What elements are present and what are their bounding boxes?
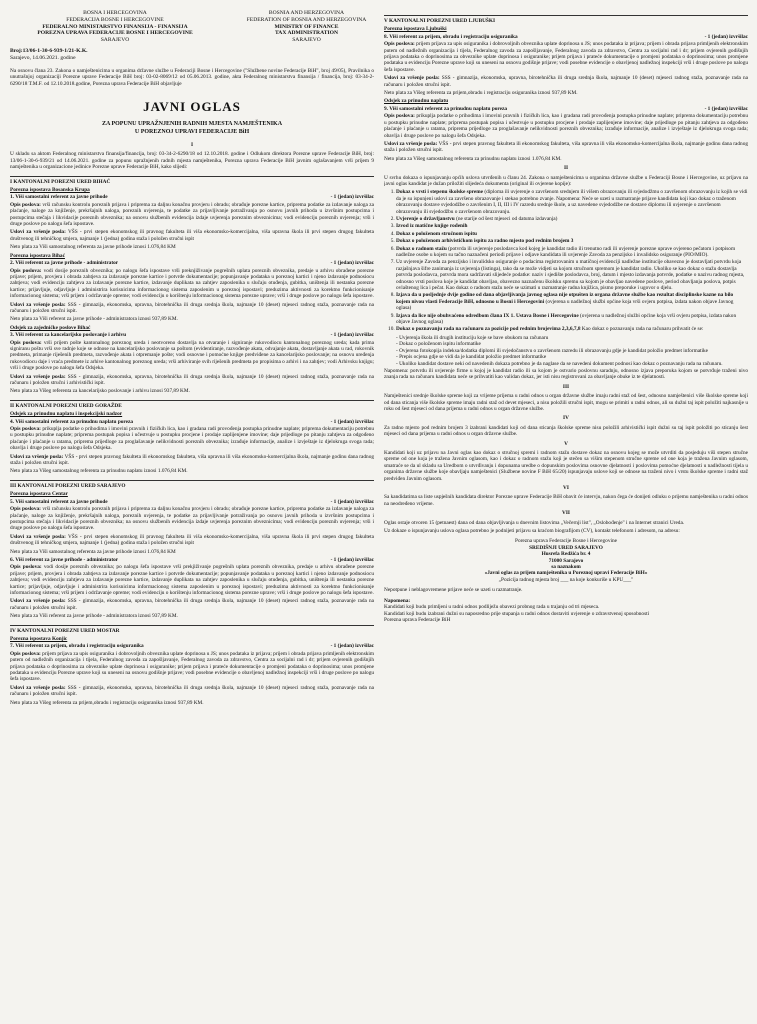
job-requirements [10,534,374,547]
job-description-label: Opis poslova: [10,564,42,571]
required-document-item [396,313,748,326]
job-requirements-label: Uslovi za vršenje posla: [384,140,438,147]
part-number: VII [562,510,570,517]
required-document-item [396,246,748,259]
subtitle-line: U POREZNOJ UPRAVI FEDERACIJE BiH [134,128,250,135]
job-requirements [10,374,374,387]
position-name: 7. Viši referent za prijem, obradu i registraciju osiguranika [10,643,144,650]
computer-proof-item: - Ovjerena fotokopija indeksa/dodatka diplomi ili svjedočanstvu o završenom razredu ili obrazovanju gdje je kandidat položio predmet informatike [396,348,748,354]
section-heading: V KANTONALNI POREZNI URED LJUBUŠKI [384,15,748,24]
address-line: SREDIŠNJI URED SARAJEVO [529,544,603,551]
position-count: - 1 (jedan) izvršilac [330,418,374,425]
note-line: Kandidati koji budu primljeni u radni odnos podliježu obavezi probnog rada u trajanju od tri mjeseca. [384,604,600,611]
part5-paragraph: Kandidati koji uz prijavu na Javni oglas kao dokaz o stručnoj spremi i radnom stažu dostave dokaz na osnovu kojeg se može utvrditi da posjeduju viši stepen stručne spreme od one koja je tražena Javnim oglasom, kao i dokaz o radnom stažu koji je stečen sa višim stepenom stručne spreme od one koja je tražena Javnim oglasom, smatraće se da ul skladu sa Uredbom o utvrđivanju i dopunama uredbe o dopunskim poslovima osnovne djelatnosti i poslovima pomoćne djelatnosti u nadležnosti tijela u organima državne službe koje obavljaju namještenici (Službene novine F BiH 65/20) ispunjavaju uslove koji se odnose na traženi nivo i vrstu školske spreme i radni staž predviđen Javnim oglasom. [384,449,748,482]
position-title-row [10,332,374,338]
sections-left [10,176,374,706]
job-description-label: Opis poslova: [10,506,41,513]
net-salary: Neto plata za Viši samostalnog referenta za javne prihode iznosi 1.076,84 KM [10,244,176,251]
reference-block [10,48,374,62]
net-salary: Neto plata za Viši samostalnog referenta za javne prihode iznosi 1.076,84 KM [10,548,176,555]
job-requirements-label: Uslovi za vršenje posla: [10,301,66,308]
job-requirements-label: Uslovi za vršenje posla: [10,453,64,460]
job-description-label: Opis poslova: [10,267,42,274]
part-number: VI [563,485,569,491]
job-description-label: Opis poslova: [10,201,41,208]
letterhead-line: MINISTRY OF FINANCE [274,23,339,30]
required-document-title: Izjava da lice nije obuhvaćeno odredbom člana IX 1. Ustava Bosne i Hercegovine [396,312,579,319]
part-number: IV [563,415,569,422]
note-line: Kandidati koji budu izabrani dužni su naposredno prije stupanja u radni odnos dostaviti uvjerenje o zdravstvenoj sposobnosti [384,610,650,617]
job-requirements-label: Uslovi za vršenje posla: [10,598,66,605]
office-name: Porezna ispostava Bosanska Krupa [10,187,90,194]
net-salary: Neto plata za Višeg samostalnog referenta za prinudnu naplatu iznosi 1.076,84 KM. [10,468,188,475]
computer-proof-item: - Uvjerenja škola ili drugih instituciju koje se bave obukom na računaru [396,335,748,341]
required-document-detail: (ne starije od šest mjeseci od datuma izdavanja) [454,215,558,222]
job-requirements-text: SSS - gimnazija, ekonomska, upravna, birotehnička ili druga srednja škola, najmanje 10 (deset) mjeseci radnog staža, poznavanje rada na računaru i položen stručni ispit. [10,598,374,611]
submission-address [384,538,748,583]
position-title-row [10,419,374,425]
position-count: - 1 (jedan) izvršilac [330,260,374,267]
computer-proof-item: - Prepis ocjena gdje se vidi da je kandidat položio predmet informatike [396,354,748,360]
office-name: Porezna ispostava Centar [10,491,68,498]
required-document-item [396,238,748,244]
required-document-detail: (ovjerena u nadležnoj službi općine koja vrši ovjeru potpisa, izdata nakon objave Javnog oglasa) [396,298,734,312]
part-number: III [562,383,570,390]
office-section [10,400,374,475]
job-requirements-label: Uslovi za vršenje posla: [384,75,440,82]
position-name: 2. Viši referent za javne prihode - administrator [10,260,119,267]
required-document-title: Dokaz o položenom arhivističkom ispitu za radno mjesto pod rednim brojem 3 [396,238,574,245]
required-document-item [396,326,748,332]
job-requirements-text: VŠS - prvi stepen ekonomskog ili pravnog fakulteta ili viša ekonomsko-komercijalna, viša upravna škola ili prvi stepen drugog fakulteta društvenog ili tehničkog smjera, najmanje 1 (jedna) godina staža i položen stručni ispit [10,229,374,242]
letterhead-line: SARAJEVO [292,37,321,44]
job-description-text: vodi dosije poreznih obveznika; po nalogu šefa ispostave vrši prekjiživanje pogrešnih uplata poreznih obveznika, predaje u arhivu obrađene porezne prijave; prijem, provjera i obrada zahtjeva za izdavanje porezne kartice i potvrde dokumentacije; popunjavanje podataka u poreznoj kartici i njeno izdavanje podnosiocu zahtjeva; vodi evidenciju zahtjeva za izdavanje porezne kartice, izdavanje duplikata na zahtjev zaposlenika u slučaju otuđenja, gubitka, uništenja ili nestanka porezne kartice; prijavljuje, odjavljuje i administrira korisnicima informacionog sistema zaposlenim u poreznoj ispostavi; preduzima aktivnosti za korektno funkcionisanje informacionog sistema; vrši prijem i održavanje opreme; vodi evidenciju o korištenju informacionog sistema porezne uprave; vrši i druge poslove po nalogu šefa ispostave. [10,564,374,596]
job-description-label: Opis poslova: [10,426,41,433]
job-requirements-text: VŠS - prvi stepen pravnog fakulteta ili ekonomskog fakulteta, viša upravna ili viša ekonomsko-komercijalna škola, najmanje godinu dana radnog staža i položen stručni ispit. [384,140,748,154]
job-requirements-text: VŠS - prvi stepen ekonomskog ili pravnog fakulteta ili viša ekonomsko-komercijalna, viša upravna škola ili prvi stepen drugog fakulteta društvenog ili tehničkog smjera, najmanje 1 (jedna) godina staža i položen stručni ispit [10,533,374,547]
part7-paragraph: Uz dokaze o ispunjavanju uslova oglasa potrebno je podnijeti prijavu sa kraćom biografijom (CV), kontakt telefonom i adresom, na adresu: [384,528,680,535]
position-count: - 1 (jedan) izvršilac [704,105,748,112]
office-name: Odsjek za zajedničke poslove Bihać [10,324,91,331]
part-number: II [563,165,569,172]
computer-proof-item: - Dokaz o položenom ispitu informatike [396,341,748,347]
required-document-title: Dokaz o položenom stručnom ispitu [396,230,477,237]
sections-right [384,15,748,162]
job-description-text: vrši računsku kontrolu poreznih prijava i priprema za daljnu konačnu provjeru i obradu; obrađuje porezne kartice, priprema podatke za izdavanje naloga za plaćanje, naloge za knjiženje, prekršajnih naloga, poreznih uvjerenja, te podatke za prijavljivanje potraživanja po osnovu javnih prihoda u izvršnim postupcima i postupcima stečaja i likvidacije poreznih obveznika; na osnovu službenih evidencija izdaje uvjerenja poreznim obveznicima; vodi evidenciju poreznih uvjerenja; vrši i druge poslove po nalogu šefa ispostave. [10,201,374,228]
job-requirements-text: SSS - gimnazija, ekonomska, upravna, birotehnička ili druga srednja škola, najmanje 10 (deset) mjeseci radnog staža, poznavanje rada na računaru i položen stručni ispit. [384,75,748,88]
position-name: 4. Viši samostalni referent za prinudnu naplatu poreza [10,418,134,425]
job-description [10,340,374,372]
address-line: Husrefa Redžića br. 4 [541,551,591,558]
required-document-item [396,189,748,215]
document-date: Sarajevo, 14.06.2021. godine [10,54,76,61]
job-description [10,268,374,300]
section-heading: III KANTONALNI POREZNI URED SARAJEVO [10,480,374,489]
job-description-label: Opis poslova: [10,650,41,657]
required-document-detail: Uz uvjerenje Zavoda za penzijsko i invalidsko osiguranje o podacima registrovanim u matičnoj evidenciji nadležne institucije obavezno je dostavljati potvrdu koja razjašnjava šifre zanimanja iz uvjerenja (listinga), tako da se može vidjeti sa kojom stručnom spremom je kandidat radio. Ukoliko se kao dokaz o stažu dostavlja potvrda poslodavca, potvrda mora sadržavati slijedeće podatke: naziv i sjedište poslodavca, broj, datum i mjesto izdavanja potvrde, podatke o nazivu radnog mjesta, odnosno vrsti poslova koje je kandidat obavljao, obavezno naznačenu školsku spremu sa kojom je obavljao navedene poslove, period obavljanja poslova, potpis ovlaštenog lica i pečat. Kao dokaz o radnom stažu neće se uzimati u razmatranje radna knjižica, pismo preporuke i ugovor o djelu. [396,259,745,292]
part6-paragraph: Sa kandidatima sa liste uspješnih kandidata direktor Porezne uprave Federacije BiH obavit će intervju, nakon čega će donijeti odluku o prijemu namještenika u radni odnos na neodređeno vrijeme. [384,494,748,507]
job-description-text: vodi dosije poreznih obveznika; po nalogu šefa ispostave vrši preknjiživanje pogrešnih uplata poreznih obveznika, predaje u arhivu obrađene porezne prijave; prijem, provjera i obrada zahtjeva za izdavanje porezne kartice i potvrde dokumentacije; popunjavanje podataka u poreznoj kartici i njeno izdavanje podnosiocu zahtjeva; vodi evidenciju zahtjeva za izdavanje porezne kartice, izdavanje duplikata na zahtjev zaposlenika u slučaju otuđenja, gubitka, uništenja ili nestanka porezne kartice; prijavljuje, odjavljuje i administrira korisnicima informacionog sistema zaposlenim u poreznoj ispostavi; preduzima aktivnosti za korektno funkcionisanje informacionog sistema; vrši prijem i održavanje opreme; vodi evidenciju o korištenju informacionog sistema porezne uprave; vrši i druge poslove po nalogu šefa ispostave. [10,267,374,300]
position-count: - 1 (jedan) izvršilac [330,498,374,505]
job-requirements [384,141,748,154]
required-document-item [396,231,748,237]
position-name: 1. Viši samostalni referent za javne prihode [10,194,108,201]
required-document-detail: (potvrda ili uvjerenje poslodavca kod kojeg je kandidat radio ili trenutno radi ili uvjerenje porezne uprave ovjereno pečatom i potpisom nadležne osobe u kojem su tačno naznačeni periodi prijave i odjave kandidata ili uvjerenje Zavoda za penzijsko i invalidsko osiguranje (PIO/MIO). [396,245,736,258]
position-title-row [384,106,748,112]
job-description [10,426,374,452]
required-document-title: Uvjerenje o državljanstvu [396,215,455,222]
job-description-text: prikuplja podatke o prihodima i imovini pravnih i fizičkih lica, kao i gradana radi provođenja postupka prinudne naplate; priprema dokumentaciju potrebnu u postupku prinudne naplate; priprema postupak popisa i učestvuje u postupku procjene i prodaje zaplijenjene imovine; daje prijedloge po pitanju zahtjeva za odgođeno plaćanje i plaćanje u ratama, priprema prijedloge za proglašavanje nelikvidnosti poreznih obveznika; izrađuje informacije, analize i izvještaje iz djelokruga svoga rada; obavlja i druge poslove po nalogu šefa Odsjeka. [10,426,374,452]
letterhead-line: POREZNA UPRAVA FEDERACIJE BOSNE I HERCEGOVINE [37,30,193,37]
letterhead-line: BOSNA I HERCEGOVINA [83,10,147,16]
required-document-item [396,292,748,311]
address-line: „Pozicija radnog mjesta broj ___ na koje konkuriše u KPU___" [498,576,634,583]
required-document-item [396,259,748,291]
job-requirements-text: VŠS - prvi stepen pravnog fakulteta ili ekonomskog fakulteta, viša upravna ili viša ekonomsko-komercijalna škola, najmanje godinu dana radnog staža i položen stručni ispit. [10,453,374,467]
office-name: Porezna ispostava Konjic [10,636,68,643]
position-count: - 1 (jedan) izvršilac [330,332,374,339]
office-name: Odsjek za prinudnu naplatu i inspekcijski nadzor [10,411,123,418]
position-name: 9. Viši samostalni referent za prinudnu naplatu poreza [384,105,508,112]
job-description [10,202,374,228]
right-column [384,10,748,1018]
job-description [384,41,748,73]
position-count: - 1 (jedan) izvršilac [330,194,374,201]
part2-intro: U svrhu dokaza o ispunjavanju općih uslova utvrđenih u članu 24. Zakona o namještenicima u organima državne službe u Federaciji Bosne i Hercegovine, uz prijavu na javni oglas kandidat je dužan priložiti slijedeća dokumenta (original ili ovjerene kopije): [384,174,748,187]
computer-note: Napomena: potvrdu ili uvjerenje firme u kojoj je kandidat radio ili sa kojom je ostvario poslovnu saradnju, odnosno izjava preporuka kojom se potvrđuje traženi nivo znanja rada na računaru kandidata neće se prihvatiti kao validan dokaz, jer isti nisu registrovani za obavljanje obuke iz te djelatnosti. [384,367,748,381]
net-salary: Neto plata za Viši referent za javne prihode - administratora iznosi 937,89 KM. [10,316,178,323]
part3-paragraph: Namještenici srednje školske spreme koji za vrijeme prijema u radni odnos u organ državne službe imaju radni staž od šest, odnosno namještenici više školske spreme koji od dana sticanja više školske spreme imaju radni staž od devet mjeseci, a nisu položili stručni ispit, mogu se primiti u radni odnos, ali su dužni taj ispit položiti najkasnije u roku od šest mjeseci od dana prijema u radni odnos u organ državne službe. [384,393,748,412]
required-document-detail: Kao dokaz o poznavanju rada na računaru prihvatit će se: [580,326,704,333]
required-document-item [396,216,748,222]
job-requirements-text: SSS - gimnazija, ekonomska, upravna, birotehnička ili druga srednja škola, najmanje 10 (deset) mjeseci radnog staža, poznavanje rada na računaru i položen stručni ispit. [10,301,374,314]
job-requirements [10,229,374,242]
intro-paragraph: Na osnovu člana 23. Zakona o namještenicima u organima državne službe u Federaciji Bosne i Hercegovine ("Službene novine Federacije BiH", broj 49/05), Pravilnika o unutrašnjoj organizaciji Porezne uprave Federacije BiH broj: 03-02-8069/12 od 05.06.2013. godine, akta Federalnog ministarstva finansija / financija, broj: 03-34-2-6290/18 T.M.F. od 12.10.2018.godine, Porezna uprava Federacije BiH objavljuje [10,67,374,87]
note-label: Napomena: [384,597,411,604]
job-description-label: Opis poslova: [384,41,415,48]
required-document-title: Izvod iz matične knjige rođenih [396,223,468,230]
position-name: 8. Viši referent za prijem, obradu i registraciju osiguranika [384,33,518,40]
job-requirements [10,598,374,611]
net-salary: Neto plata za Višeg referenta za prijem,obradu i registraciju osiguranika iznosi 937,89 KM. [10,699,204,706]
office-name: Porezna ispostava Ljubuški [384,26,447,33]
document-subtitle [10,121,374,136]
job-requirements [10,685,374,698]
job-requirements-label: Uslovi za vršenje posla: [10,229,66,236]
document-title: JAVNI OGLAS [143,99,241,115]
position-title-row [10,194,374,200]
net-salary: Neto plata za Viši referent za javne prihode - administratora iznosi 937,89 KM. [10,613,178,620]
note-block [384,598,748,624]
position-title-row [10,499,374,505]
letterhead-line: BOSNIA AND HERZEGOVINA [268,10,345,16]
position-name: 6. Viši referent za javne prihode - administrator [10,556,119,563]
job-requirements-label: Uslovi za vršenje posla: [10,684,66,691]
decision-paragraph: U skladu sa aktom Federalnog ministarstva finansija/financija, broj: 03-34-2-6290/18 od 12.10.2018. godine i Odlukom direktora Porezne uprave Federacije BiH, broj: 13/06-1-30-6-939/21 od 14.06.2021. godine za popunu upražnjenih radnih mjesta namještenika, Porezna uprava Federacije BiH javnim oglašavanjem vrši prijem 9 namještenika u organizacione jedinice Porezne uprave Federacije BiH, kako slijedi: [10,151,374,171]
required-document-detail: (ovjerena u nadležnoj službi općine koja vrši ovjeru potpisa, izdata nakon objave Javnog oglasa) [396,312,737,326]
job-description-text: prikuplja podatke o prihodima i imovini pravnih i fizičkih lica, kao i gradana radi provođenja postupka prinudne naplate; priprema dokumentaciju potrebnu u postupku prinudne naplate; priprema postupak popisa i učestvuje u postupku procjene i prodaje zaplijenjene imovine; daje prijedloge po pitanju zahtjeva za odgođeno plaćanje i plaćanje u ratama, priprema prijedloge za proglašavanje nelikvidnosti poreznih obveznika; izrađuje informacije, analize i izvještaje iz djelokruga svoga rada; obavlja i druge poslove po nalogu šefa Odsjeka. [384,113,748,139]
letterhead-left [10,10,220,44]
position-count: - 1 (jedan) izvršilac [704,33,748,40]
computer-proofs-list [396,335,748,367]
subtitle-line: ZA POPUNU UPRAŽNJENIH RADNIH MJESTA NAMJEŠTENIKA [101,121,283,128]
job-requirements-text: SSS - gimnazija, ekonomska, upravna, birotehnička ili druga srednja škola, najmanje 10 (deset) mjeseci radnog staža, poznavanje rada na računaru i položen stručni i arhivistički ispit. [10,373,374,387]
job-requirements-label: Uslovi za vršenje posla: [10,533,66,540]
job-description [10,651,374,683]
position-title-row [10,557,374,563]
net-salary: Neto plata za Višeg referenta za kancelarijsko poslovanje i arhivu iznosi 937,89 KM. [10,388,190,395]
job-description-label: Opis poslova: [384,113,415,120]
job-description-text: prijem prijava za upis osiguranika i dobrovoljnih obveznika uplate doprinosa u JS; unos podataka iz prijava; prijem i obrada prijava primljenih elektronskim putem od nadležnih organizacija i tijela, Federalnog zavoda za zapošljavanje, Federalnog zavoda za zdravstvo, Centra za socijalni rad i dr; prijem ovjerenih godišnjih prijava podataka o doprinosima za obveznike uplate doprinosa i osiguranike; prijem prijava i prateće dokumentacije o promjeni podataka o doprinosima; unos promjene podataka u evidenciju Porezne uprave koji su uneseni na osnovu godišnje prijave; vodi posebne evidencije o obavljenoj nadležnoj inspekciji vrši i druge poslove po nalogu šefa ispostave. [384,41,748,73]
job-description [10,564,374,596]
office-section [10,176,374,395]
position-title-row [10,643,374,649]
part7-paragraph: Oglas ostaje otvoren 15 (petnaest) dana od dana objavljivanja u dnevnim listovima „Večernji list", „Oslobođenje" i na Internet stranici Ureda. [384,519,685,526]
incomplete-notice: Nepotpune i neblagovremene prijave neće se uzeti u razmatranje. [384,587,523,594]
job-requirements [384,75,748,88]
reference-number: Broj:13/06-1-30-6-939-1/21-K.K. [10,47,88,54]
letterhead [10,10,374,44]
letterhead-right [239,10,374,44]
required-document-detail: (diploma ili uvjerenje o završenom srednjem ili višem obrazovanju ili svjedodžmu o završenom obrazovanju iz kojih se vidi da je su ispunjeni uslovi za završeno obrazovanje i stekao potrebno zvanje. Napomena: Neće se uzeti u razmatranje prijave kandidata koji kao dokaz o traženom obrazovanju dostave svjedodžbe o završenim I, II, III i IV razredu srednje škole, a uz navedene svjedodžbe ne dostave diplomu ili uvjerenje o završenom obrazovanju ili svjedodžbu o završenom obrazovanju. [396,189,748,215]
position-name: 3. Viši referent za kancelarijsko poslovanje i arhivu [10,332,127,339]
position-count: - 1 (jedan) izvršilac [330,643,374,650]
part-number: I [190,142,194,149]
position-count: - 1 (jedan) izvršilac [330,556,374,563]
position-title-row [10,260,374,266]
required-document-title: Dokaz o radnom stažu [396,245,447,252]
office-name: Odsjek za prinudnu naplatu [384,98,449,105]
address-line: Porezna uprava Federacije Bosne i Hercegovine [515,538,617,545]
required-document-title: Dokaz o vrsti i stepenu školske spreme [396,189,484,196]
section-heading: IV KANTONALNI POREZNI URED MOSTAR [10,625,374,634]
section-heading: II KANTONALNI POREZNI URED GORAŽDE [10,400,374,409]
job-requirements [10,302,374,315]
section-heading: I KANTONALNI POREZNI URED BIHAĆ [10,176,374,185]
address-line: «Javni oglas za prijem namještenika u Poreznoj upravi Federacije BiH» [484,570,648,577]
job-requirements [10,454,374,467]
job-requirements-text: SSS - gimnazija, ekonomska, upravna, birotehnička ili druga srednja škola, najmanje 10 (deset) mjeseci radnog staža, poznavanje rada na računaru i položen stručni ispit. [10,684,374,698]
letterhead-line: SARAJEVO [100,37,130,44]
job-description-label: Opis poslova: [10,339,42,346]
left-column [10,10,374,1018]
position-name: 5. Viši samostalni referent za javne prihode [10,498,108,505]
job-requirements-label: Uslovi za vršenje posla: [10,373,66,380]
address-line: sa naznakom [551,564,581,571]
net-salary: Neto plata za Višeg samostalnog referenta za prinudnu naplatu iznosi 1.076,84 KM. [384,155,562,162]
letterhead-line: FEDERACIJA BOSNE I HERCEGOVINE [66,16,164,23]
computer-proof-item: - Ukoliko kandidat dostave neki od navedenih dokaza potrebno je da naglase da se navedeni dokument podnosi kao dokaz o poznavanju rada na računaru. [396,361,748,367]
letterhead-line: TAX ADMINISTRATION [274,30,339,37]
job-description [384,113,748,139]
office-section [384,15,748,162]
required-documents-list [384,189,748,333]
note-line: Porezna uprava Federacije BiH [384,616,451,623]
part-number: V [564,440,568,447]
position-title-row [384,34,748,40]
job-description-text: vrši prijem pošte kantonalnog poreznog ureda i neotvoreno dostavlja na otvaranje i signiranje rukovodiocu kantonalnog poreznog ureda; kada prima signiranu poštu vrši sve radnje koje se odnose na kancelarijsko poslovanje sa poštom (evidentiranje, razvođenje akata, odvajanje akata, dostavljanje akata u rad, rokovnik predmeta, primanje riješenih predmeta, razvođenje akata i otpremanje pošte; vodi osnovne i pomoćne knjige predviđene za kancelarijsko poslovanje; na osnovu uređenja rukovodiocu daje i vraća predmete iz arhive kantonalnog poreznog ureda; vrši arhiviranje svih riješenih predmeta po propisima o arhivi i na zahtjev; vodi Arhivsku knjigu; vrši i druge poslove po nalogu šefa Odsjeka. [10,339,374,372]
part4-paragraph: Za radno mjesto pod rednim brojem 3 izabrani kandidati koji od dana sticanja školske spreme nisu položili arhivistički ispit dužni su taj ispit položiti po sticanju šest mjeseci od dana prijema u radni odnos u organ državne službe. [384,424,748,438]
net-salary: Neto plata za Višeg referenta za prijem,obradu i registraciju osiguranika iznosi 937,89 KM. [384,90,578,97]
office-name: Porezna ispostava Bihać [10,252,65,259]
letterhead-line: FEDERATION OF BOSNIA AND HERZEGOVINA [246,16,367,23]
job-description [10,506,374,532]
job-description-text: vrši računsku kontrolu poreznih prijava i priprema za daljnu konačnu provjeru i obradu; obrađuje porezne kartice, priprema podatke za izdavanje naloga za plaćanje, naloge za knjiženje, prekršajnih naloga, poreznih uvjerenja, te podatke za prijavljivanje potraživanja po osnovu javnih prihoda u izvršnim postupcima i postupcima stečaja i likvidacije poreznih obveznika; na osnovu službenih evidencija izdaje uvjerenja poreznim obveznicima; vodi evidenciju poreznih uvjerenja; vrši i druge poslove po nalogu šefa ispostave. [10,506,374,532]
required-document-item [396,223,748,229]
required-document-title: Izjava da u posljednje dvije godine od dana objavljivanja javnog oglasa nije otpušten iz organa državne službe kao rezultat disciplinske kazne na bilo kojem nivou vlasti Federacije BiH, odnosno u Bosni i Hercegovini [396,292,734,305]
letterhead-line: FEDERALNO MINISTARSTVO FINANSIJA - FINANSIJA [42,23,188,30]
address-line: 71000 Sarajevo [548,557,584,564]
job-description-text: prijem prijava za upis osiguranika i dobrovoljnih obveznika uplate doprinosa u JS; unos podataka iz prijava; prijem i obrada prijava primljenih elektronskim putem od nadležnih organizacija i tijela, Federalnog zavoda za zapošljavanje, Federalnog zavoda za zdravstvo, Centra za socijalni rad i dr; prijem ovjerenih godišnjih prijava podataka o doprinosima za obveznike uplate doprinosa i osiguranike; prijem prijava i prateće dokumentacije o promjeni podataka o doprinosima; unos promjene podataka u evidenciju Porezne uprave koji su uneseni na osnovu godišnje prijave; vodi posebne evidencije o obavljenoj nadležnoj inspekciji vrši i druge poslove po nalogu šefa ispostave. [10,650,374,683]
office-section [10,480,374,620]
office-section [10,625,374,706]
required-document-title: Dokaz o poznavanju rada na računaru za pozicije pod rednim brojevima 2,3,6,7,8 [396,326,581,333]
